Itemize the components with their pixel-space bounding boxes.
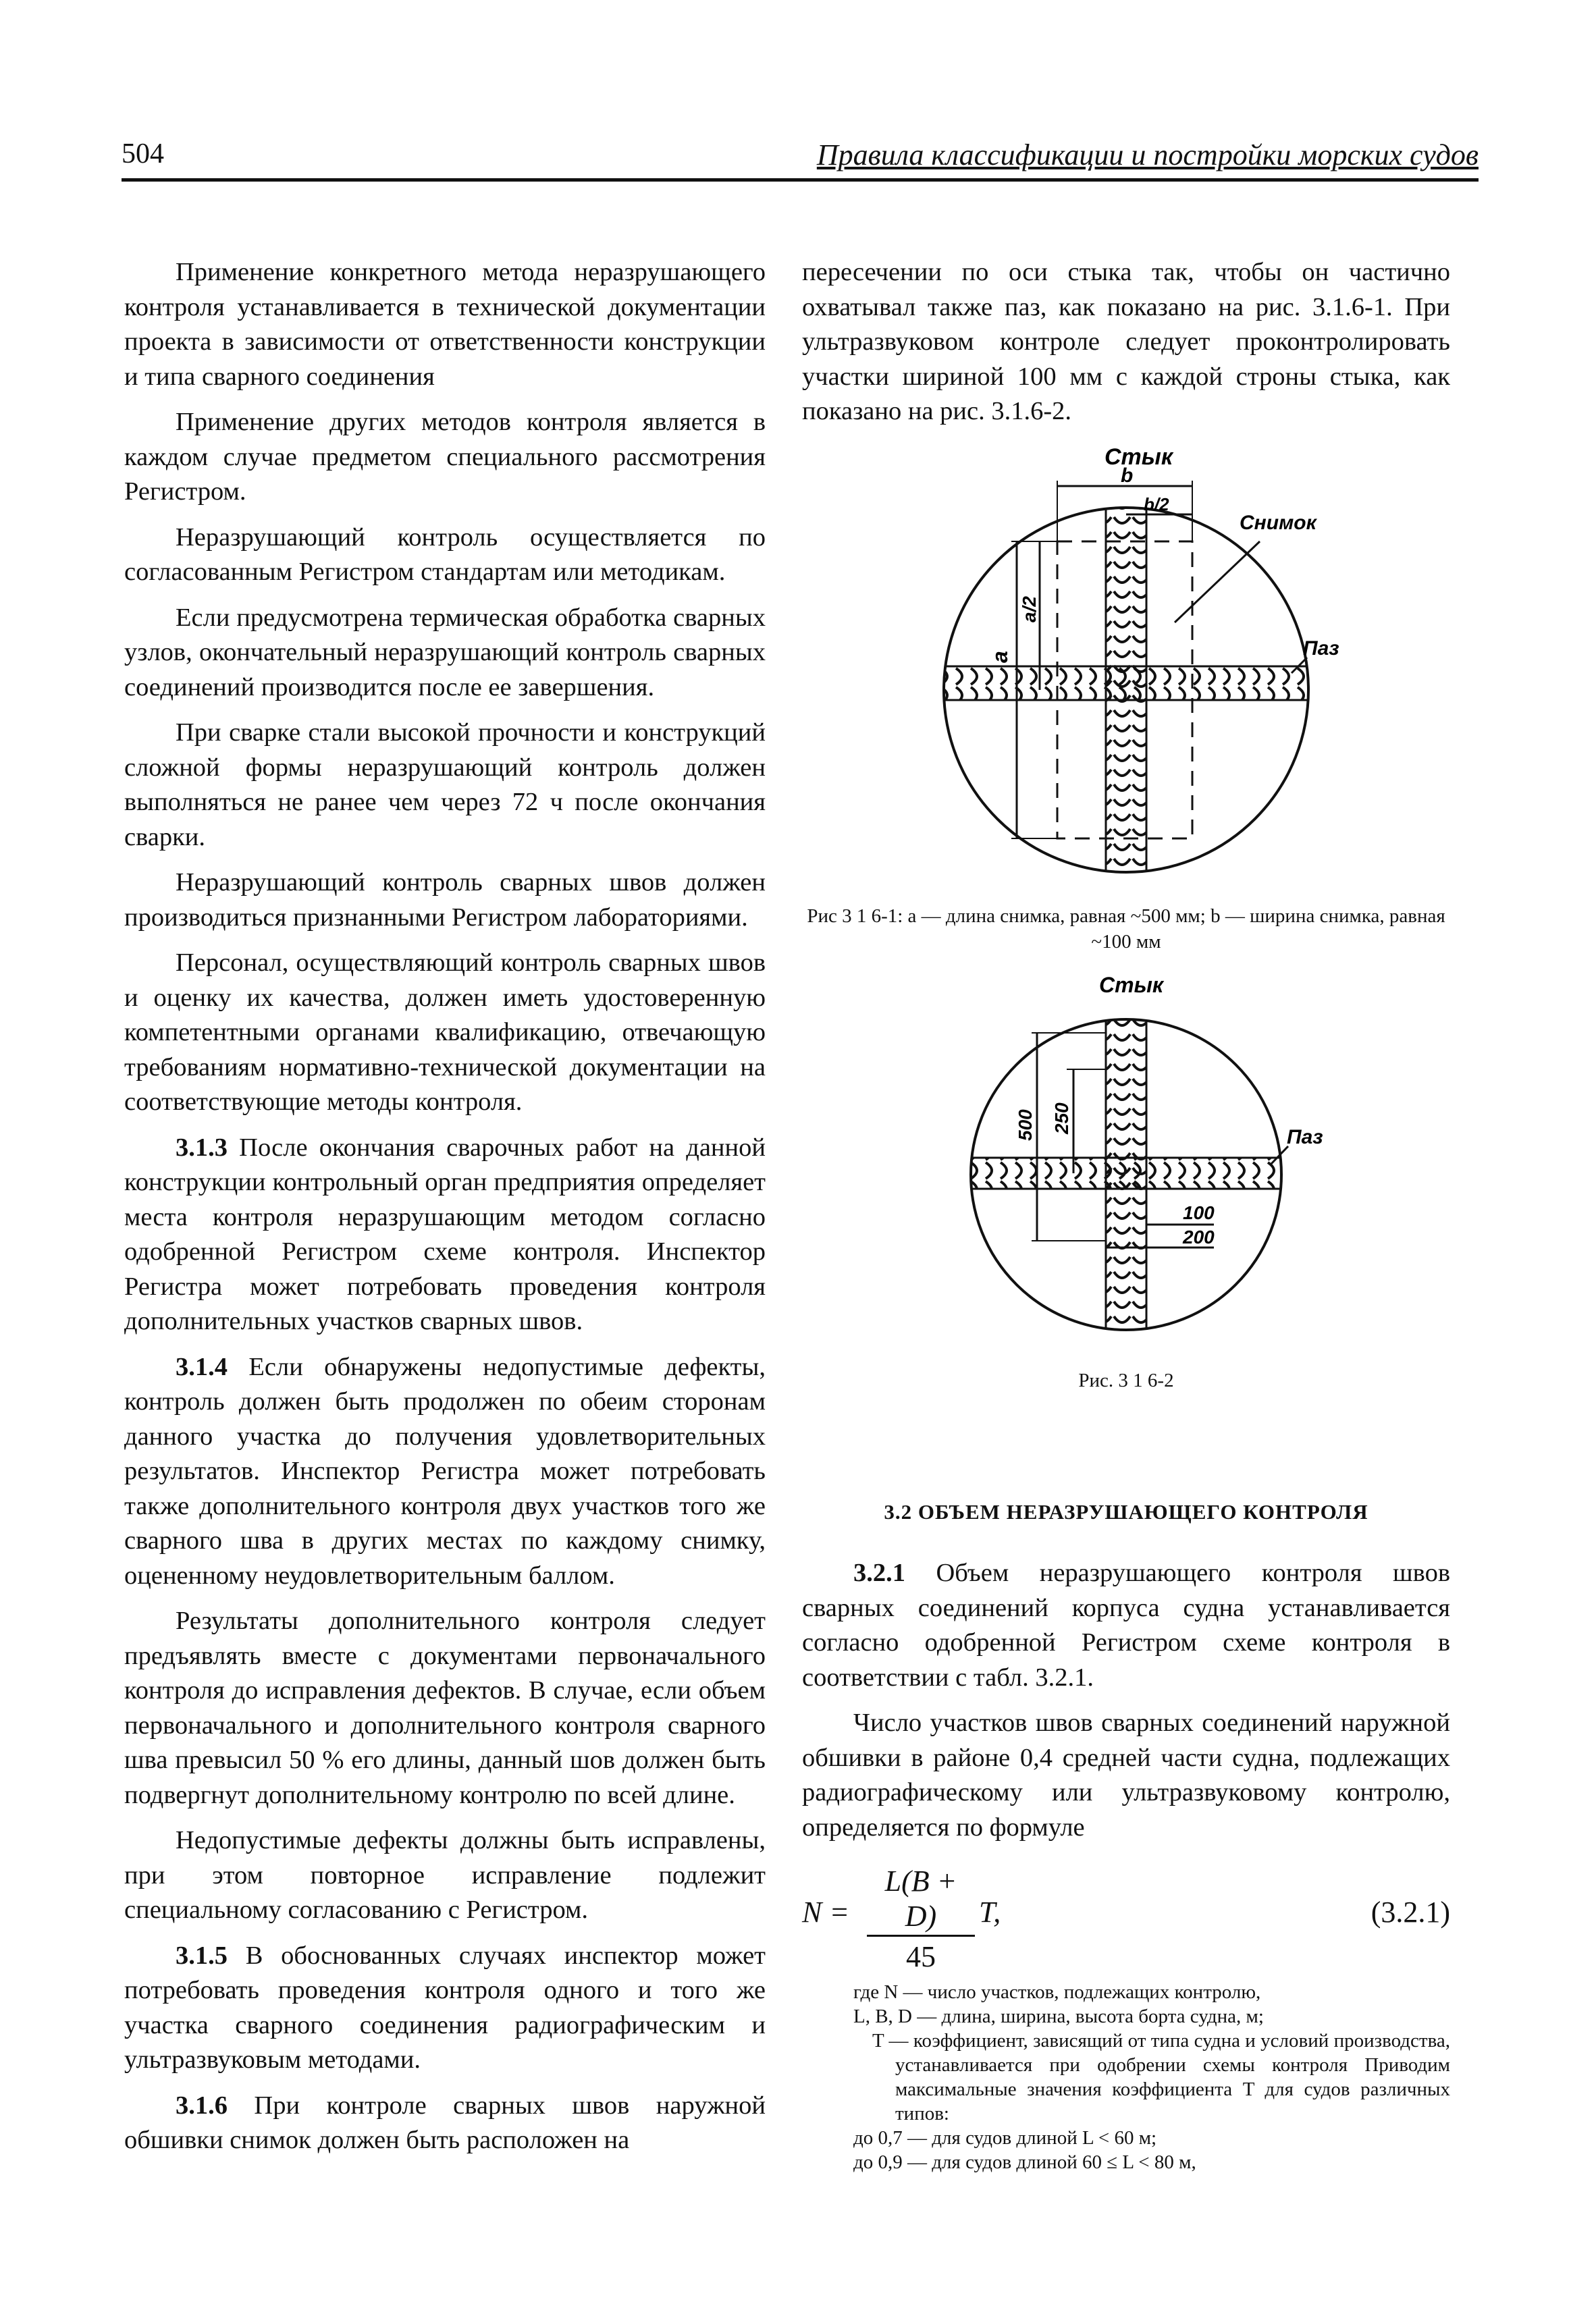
page-number: 504 <box>122 138 164 169</box>
paragraph: Число участков швов сварных соединений наружной обшивки в районе 0,4 средней части судна, подлежащих радиографическому или ультразвуковому контролю, определяется по формуле <box>802 1709 1450 1842</box>
paragraph: При сварке стали высокой прочности и конструкций сложной формы неразрушающий контроль должен выполняться не ранее чем через 72 ч после окончания сварки. <box>124 718 766 851</box>
paragraph: Неразрушающий контроль осуществляется по согласованным Регистром стандартам или методикам. <box>124 523 766 586</box>
formula-number: (3.2.1) <box>1371 1896 1450 1929</box>
seam-weld <box>924 1158 1329 1189</box>
label-a-half: a/2 <box>1019 595 1040 622</box>
label-b: b <box>1121 464 1134 487</box>
clause-number: 3.1.4 <box>176 1352 228 1381</box>
paragraph: Если предусмотрена термическая обработка сварных узлов, окончательный неразрушающий контроль сварных соединений производится после ее завершения. <box>124 603 766 701</box>
figure-caption: Рис. 3 1 6-2 <box>1078 1369 1174 1391</box>
left-column <box>124 255 766 2169</box>
label-styk: Стык <box>1099 972 1164 997</box>
formula-tail: T, <box>979 1896 1001 1929</box>
seam-weld <box>924 666 1329 700</box>
figure-3-1-6-1 <box>802 440 1450 955</box>
weld-ultrasonic-diagram <box>924 972 1329 1364</box>
clause-number: 3.1.3 <box>176 1133 228 1162</box>
figure-3-1-6-2 <box>802 972 1450 1393</box>
formula-3-2-1 <box>802 1858 1450 1973</box>
formula-fraction <box>867 1864 975 1975</box>
clause-number: 3.2.1 <box>853 1559 905 1587</box>
label-paz: Паз <box>1287 1125 1323 1148</box>
paragraph: Применение конкретного метода неразрушающего контроля устанавливается в технической документации проекта в зависимости от ответственности конструкции и типа сварного соединения <box>124 258 766 391</box>
paragraph: пересечении по оси стыка так, чтобы он частично охватывал также паз, как показано на рис. 3.1.6-1. При ультразвуковом контроле следует проконтролировать участки шириной 100 мм с каждой строны стыка, как показано на рис. 3.1.6-2. <box>802 258 1450 425</box>
label-styk: Стык <box>1105 444 1173 470</box>
label-200: 200 <box>1183 1226 1215 1248</box>
clause-3-2-1 <box>802 1556 1450 1695</box>
label-250: 250 <box>1051 1102 1072 1134</box>
clause-text: При контроле сварных швов наружной обшивки снимок должен быть расположен на <box>124 2091 766 2154</box>
formula-legend <box>802 1980 1450 2174</box>
label-b-half: b/2 <box>1144 493 1169 514</box>
legend-line: L, B, D — длина, ширина, высота борта судна, м; <box>853 2006 1264 2027</box>
paragraph: Недопустимые дефекты должны быть исправлены, при этом повторное исправление подлежит специальному согласованию с Регистром. <box>124 1826 766 1924</box>
clause-3-1-6 <box>124 2089 766 2158</box>
clause-text: Если обнаружены недопустимые дефекты, контроль должен быть продолжен по обеим сторонам данного участка до получения удовлетворительных результатов. Инспектор Регистра может потребовать также дополнительного контроля двух участков того же сварного шва в других местах по каждому снимку, оцененному неудовлетворительным баллом. <box>124 1352 766 1590</box>
clause-text: В обоснованных случаях инспектор может потребовать проведения контроля одного и того же участка сварного соединения радиографическим и ультразвуковым методами. <box>124 1941 766 2074</box>
legend-line: до 0,7 — для судов длиной L < 60 м; <box>853 2127 1157 2149</box>
clause-number: 3.1.6 <box>176 2091 228 2120</box>
label-a: a <box>988 650 1012 663</box>
clause-3-1-3 <box>124 1131 766 1339</box>
label-500: 500 <box>1015 1108 1036 1141</box>
running-title: Правила классификации и постройки морских судов <box>816 138 1479 171</box>
label-100: 100 <box>1183 1202 1215 1223</box>
paragraph: Применение других методов контроля является в каждом случае предметом специального рассмотрения Регистром. <box>124 408 766 506</box>
section-heading: 3.2 ОБЪЕМ НЕРАЗРУШАЮЩЕГО КОНТРОЛЯ <box>884 1499 1368 1524</box>
formula-numerator: L(B + D) <box>867 1864 975 1937</box>
formula-denominator: 45 <box>906 1940 936 1973</box>
paragraph: Персонал, осуществляющий контроль сварных швов и оценку их качества, должен иметь удостоверенную компетентными органами квалификацию, отвечающую требованиям нормативно-технической документации на соответствующие методы контроля. <box>124 948 766 1116</box>
clause-text: Объем неразрушающего контроля швов сварных соединений корпуса судна устанавливается согласно одобренной Регистром схеме контроля в соответствии с табл. 3.2.1. <box>802 1559 1450 1692</box>
clause-text: После окончания сварочных работ на данной конструкции контрольный орган предприятия определяет места контроля неразрушающим методом согласно одобренной Регистром схеме контроля. Инспектор Регистра может потребовать проведения контроля дополнительных участков сварных швов. <box>124 1133 766 1335</box>
label-snimok: Снимок <box>1240 511 1316 534</box>
label-paz: Паз <box>1303 637 1339 660</box>
right-column <box>802 255 1450 2174</box>
legend-line: T — коэффициент, зависящий от типа судна и условий производства, устанавливается при одобрении схемы контроля Приводим максимальные значения коэффициента T для судов различных типов: <box>872 2030 1450 2124</box>
paragraph: Результаты дополнительного контроля следует предъявлять вместе с документами первоначального контроля до исправления дефектов. В случае, если объем первоначального и дополнительного контроля сварного шва превысил 50 % его длины, данный шов должен быть подвергнут дополнительному контролю по всей длине. <box>124 1607 766 1809</box>
weld-radiograph-diagram <box>924 440 1339 899</box>
clause-3-1-4 <box>124 1350 766 1594</box>
legend-line: до 0,9 — для судов длиной 60 ≤ L < 80 м, <box>853 2151 1196 2173</box>
paragraph: Неразрушающий контроль сварных швов должен производиться признанными Регистром лабораториями. <box>124 868 766 932</box>
figure-caption: Рис 3 1 6-1: a — длина снимка, равная ~500 мм; b — ширина снимка, равная ~100 мм <box>807 905 1445 953</box>
legend-line: где N — число участков, подлежащих контролю, <box>853 1981 1261 2003</box>
page-header <box>122 135 1479 182</box>
clause-3-1-5 <box>124 1939 766 2078</box>
formula-lhs: N = <box>802 1896 850 1929</box>
clause-number: 3.1.5 <box>176 1941 228 1970</box>
